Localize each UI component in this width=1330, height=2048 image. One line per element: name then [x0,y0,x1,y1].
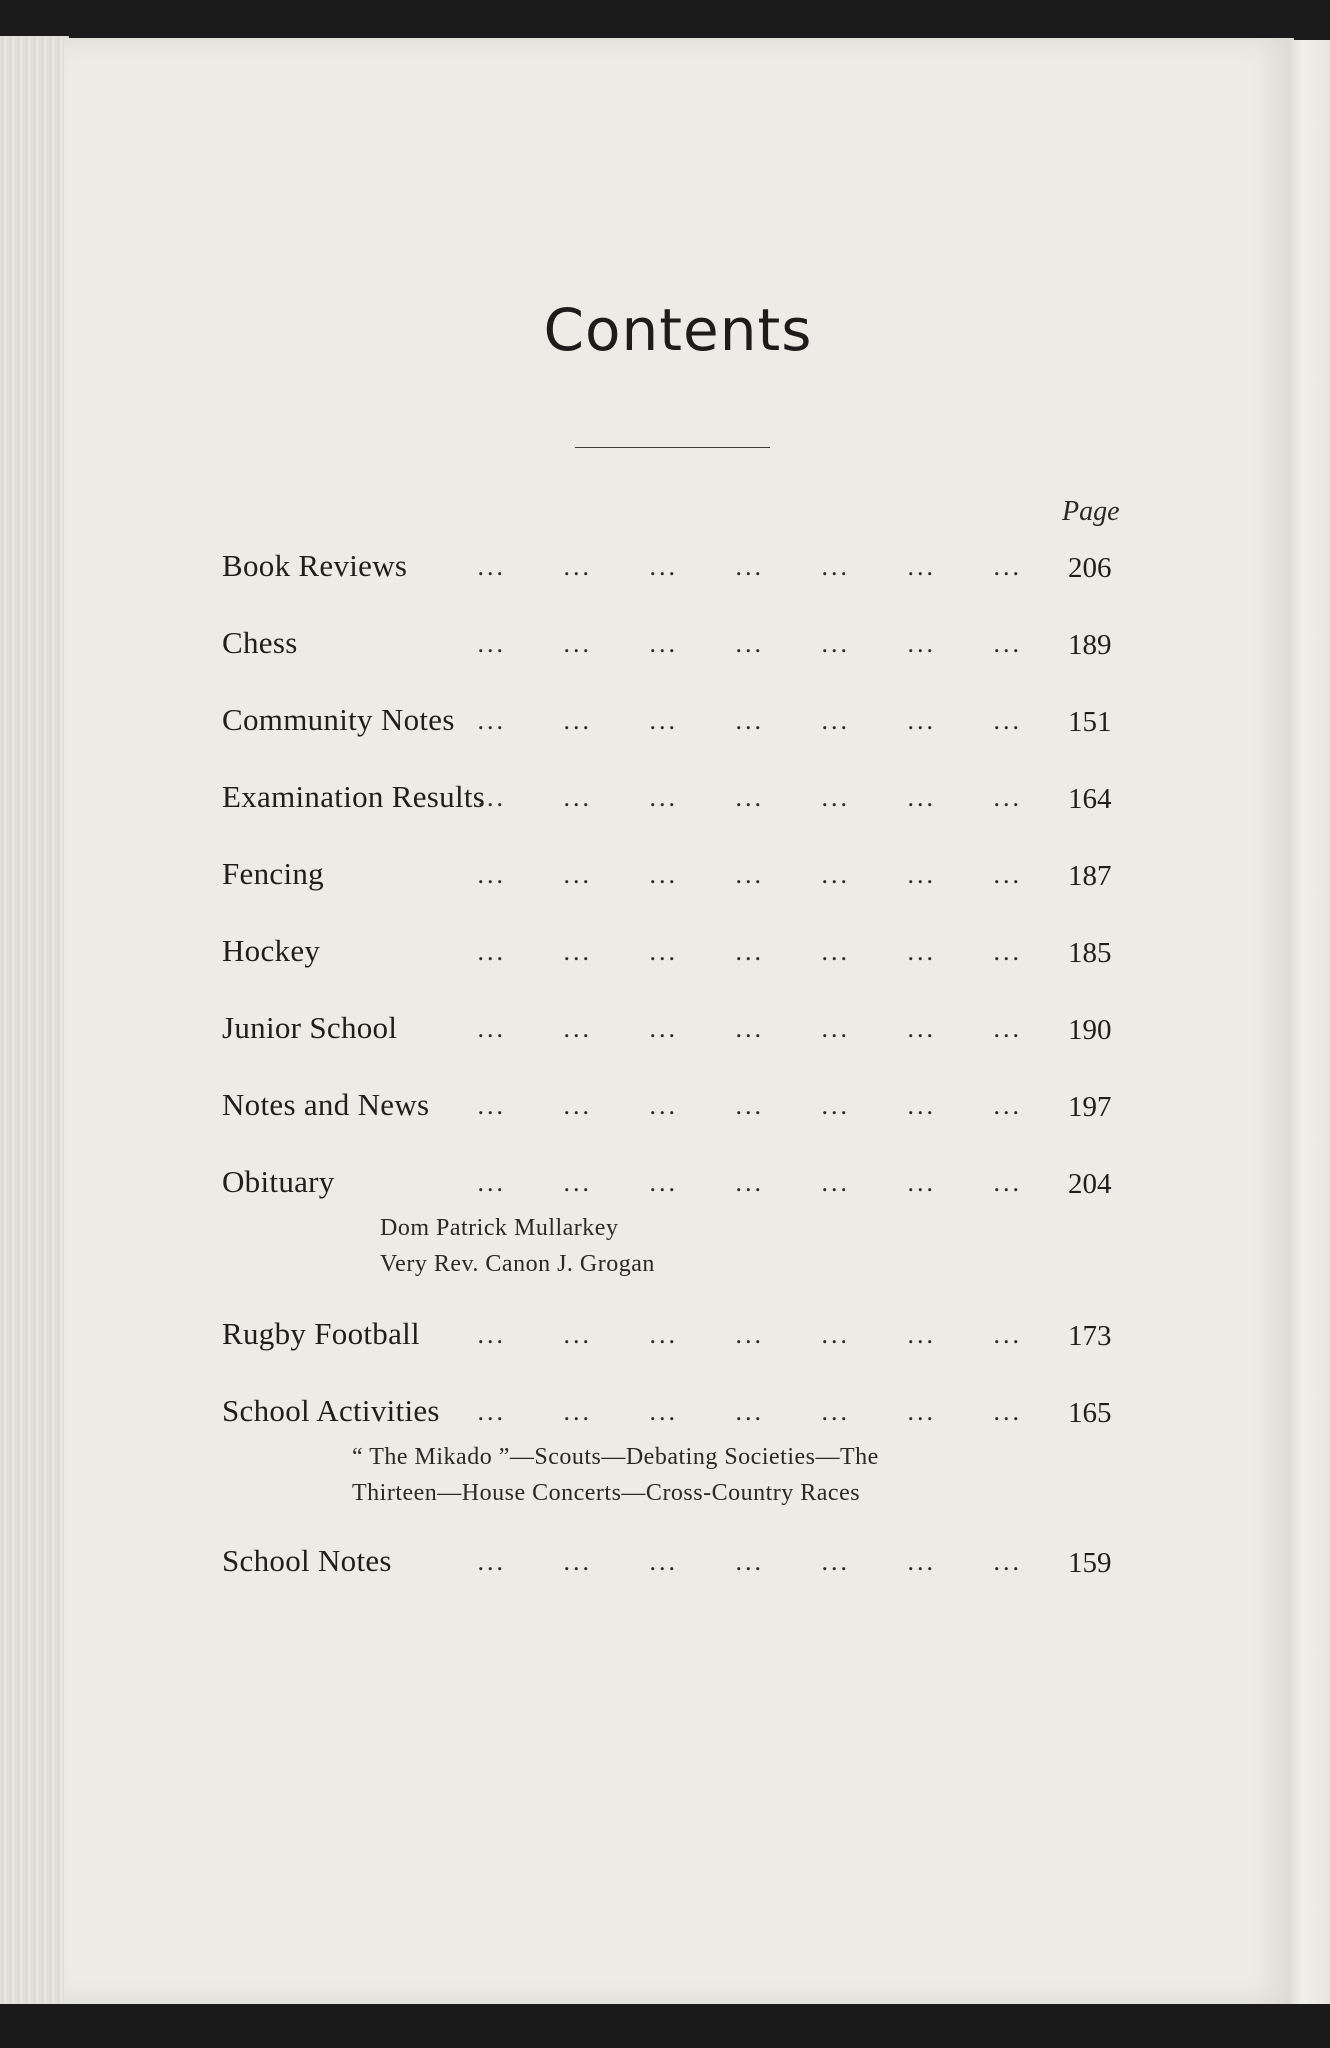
title-rule [575,447,770,448]
dot-leader: ... ... ... ... ... ... ... [477,860,1022,889]
entry-title: School Activities [222,1393,440,1428]
toc-entry [222,856,1122,933]
entry-page-number: 197 [1068,1091,1112,1123]
entry-page-number: 165 [1068,1397,1112,1429]
entry-title: Obituary [222,1164,335,1199]
toc-entry [222,1316,1122,1393]
dot-leader: ... ... ... ... ... ... ... [477,706,1022,735]
entry-title: School Notes [222,1543,392,1578]
toc-entry [222,625,1122,702]
entry-page-number: 173 [1068,1320,1112,1352]
dot-leader: ... ... ... ... ... ... ... [477,937,1022,966]
entry-page-number: 151 [1068,706,1112,738]
toc-entry [222,548,1122,625]
entry-title: Hockey [222,933,321,968]
dot-leader: ... ... ... ... ... ... ... [477,1091,1022,1120]
entry-title: Book Reviews [222,548,408,583]
dot-leader: ... ... ... ... ... ... ... [477,1397,1022,1426]
dot-leader: ... ... ... ... ... ... ... [477,783,1022,812]
toc-entry [222,1393,1122,1543]
page-title: Contents [543,296,813,364]
toc-entry [222,779,1122,856]
bottom-border [0,2004,1330,2048]
entry-title: Chess [222,625,298,660]
toc-entry [222,1543,1122,1620]
entry-page-number: 159 [1068,1547,1112,1579]
page-column-label: Page [1062,496,1120,527]
subitem: “ The Mikado ”—Scouts—Debating Societies—The [352,1444,879,1470]
entry-page-number: 189 [1068,629,1112,661]
entry-title: Rugby Football [222,1316,420,1351]
entry-title: Examination Results [222,779,486,814]
entry-title: Junior School [222,1010,398,1045]
entry-page-number: 164 [1068,783,1112,815]
subitem: Dom Patrick Mullarkey [380,1215,619,1241]
dot-leader: ... ... ... ... ... ... ... [477,1168,1022,1197]
subitem: Thirteen—House Concerts—Cross-Country Races [352,1480,861,1506]
entry-page-number: 204 [1068,1168,1112,1200]
dot-leader: ... ... ... ... ... ... ... [477,552,1022,581]
entry-title: Community Notes [222,702,455,737]
dot-leader: ... ... ... ... ... ... ... [477,629,1022,658]
entry-subitems [222,1439,1122,1543]
toc-entry [222,1010,1122,1087]
entry-page-number: 190 [1068,1014,1112,1046]
entry-page-number: 185 [1068,937,1112,969]
entry-page-number: 206 [1068,552,1112,584]
dot-leader: ... ... ... ... ... ... ... [477,1014,1022,1043]
entry-title: Fencing [222,856,324,891]
toc-entry [222,702,1122,779]
entry-title: Notes and News [222,1087,430,1122]
toc-entry [222,1164,1122,1316]
entry-page-number: 187 [1068,860,1112,892]
subitem: Very Rev. Canon J. Grogan [380,1251,655,1277]
toc-entry [222,933,1122,1010]
dot-leader: ... ... ... ... ... ... ... [477,1547,1022,1576]
entry-subitems [222,1210,1122,1316]
table-of-contents [222,548,1122,1620]
dot-leader: ... ... ... ... ... ... ... [477,1320,1022,1349]
toc-entry [222,1087,1122,1164]
